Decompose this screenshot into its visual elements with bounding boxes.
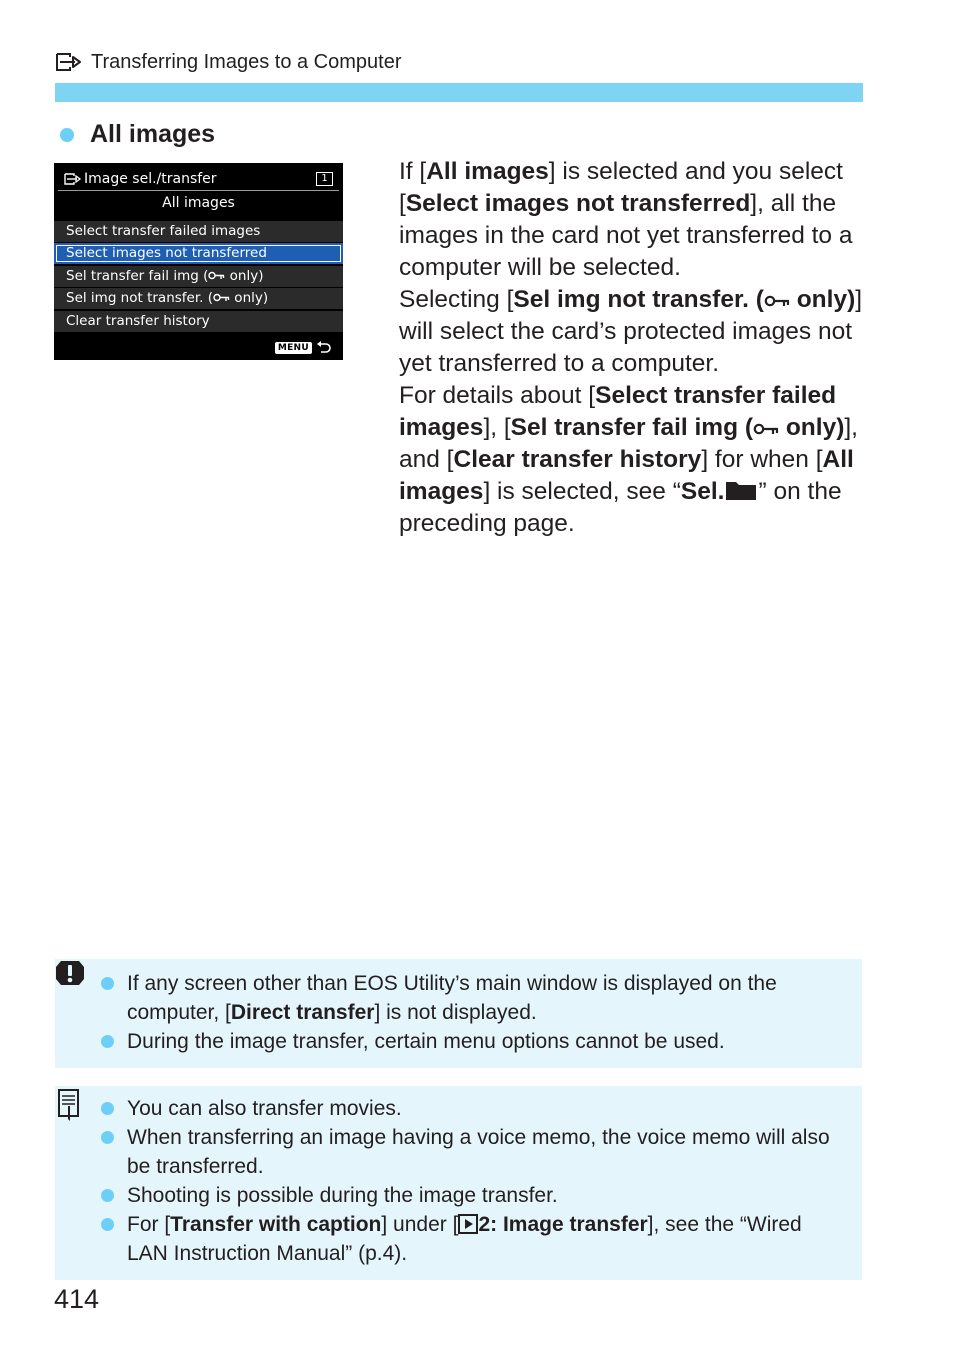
key-icon <box>208 271 225 280</box>
camera-screen <box>54 163 343 360</box>
transfer-icon <box>64 172 82 186</box>
menu-button-label: MENU <box>275 342 312 354</box>
list-item: During the image transfer, certain menu options cannot be used. <box>55 1027 835 1056</box>
header-title: Transferring Images to a Computer <box>91 50 402 73</box>
camera-footer <box>275 341 331 354</box>
back-arrow-icon <box>316 341 331 354</box>
bullet-icon <box>101 1189 114 1202</box>
caution-list <box>55 969 835 1056</box>
bullet-icon <box>101 1035 114 1048</box>
transfer-icon <box>55 51 83 73</box>
key-icon <box>213 293 230 302</box>
notes-box <box>55 1086 862 1280</box>
paragraph-1: If [All images] is selected and you select [Select images not transferred], all the images in the card not yet transferred to a computer will be selected. <box>399 158 853 281</box>
bullet-icon <box>60 128 74 142</box>
bullet-icon <box>101 977 114 990</box>
folder-icon <box>725 479 757 501</box>
header-bar <box>55 83 863 102</box>
playback-icon <box>458 1214 478 1234</box>
key-icon <box>764 294 790 308</box>
bullet-icon <box>101 1131 114 1144</box>
list-item: If any screen other than EOS Utility’s main window is displayed on the computer, [Direct transfer] is not displayed. <box>55 969 835 1027</box>
bullet-icon <box>101 1218 114 1231</box>
key-icon <box>753 422 779 436</box>
notes-list <box>55 1094 845 1268</box>
bullet-icon <box>101 1102 114 1115</box>
section-title: All images <box>90 120 216 148</box>
camera-menu-list <box>54 221 343 333</box>
section-heading <box>60 120 215 149</box>
menu-item-sel-transfer-fail-protected[interactable]: Sel transfer fail img ( only) <box>54 266 343 287</box>
menu-item-select-transfer-failed[interactable]: Select transfer failed images <box>54 221 343 242</box>
list-item: When transferring an image having a voice memo, the voice memo will also be transferred. <box>55 1123 845 1181</box>
paragraph-3: For details about [Select transfer failed images], [Sel transfer fail img ( only)], and [Clear transfer history] for when [All images] is selected, see “Sel. ” on the preceding page. <box>399 382 858 537</box>
list-item: Shooting is possible during the image transfer. <box>55 1181 845 1210</box>
paragraph-2: Selecting [Sel img not transfer. ( only)] will select the card’s protected images not yet transferred to a computer. <box>399 286 863 377</box>
camera-screen-title: Image sel./transfer <box>64 169 217 189</box>
page-header <box>55 48 402 76</box>
menu-item-sel-not-transfer-protected[interactable]: Sel img not transfer. ( only) <box>54 288 343 309</box>
list-item: For [Transfer with caption] under [ 2: Image transfer], see the “Wired LAN Instruction Manual” (p.4). <box>55 1210 845 1268</box>
body-text <box>399 156 869 540</box>
menu-item-clear-transfer-history[interactable]: Clear transfer history <box>54 311 343 332</box>
menu-item-select-not-transferred[interactable]: Select images not transferred <box>54 243 343 264</box>
camera-screen-subtitle: All images <box>162 195 235 211</box>
list-item: You can also transfer movies. <box>55 1094 845 1123</box>
page-number: 414 <box>54 1284 100 1314</box>
card-slot-badge: 1 <box>316 172 333 186</box>
divider <box>58 190 339 191</box>
caution-box <box>55 959 862 1068</box>
